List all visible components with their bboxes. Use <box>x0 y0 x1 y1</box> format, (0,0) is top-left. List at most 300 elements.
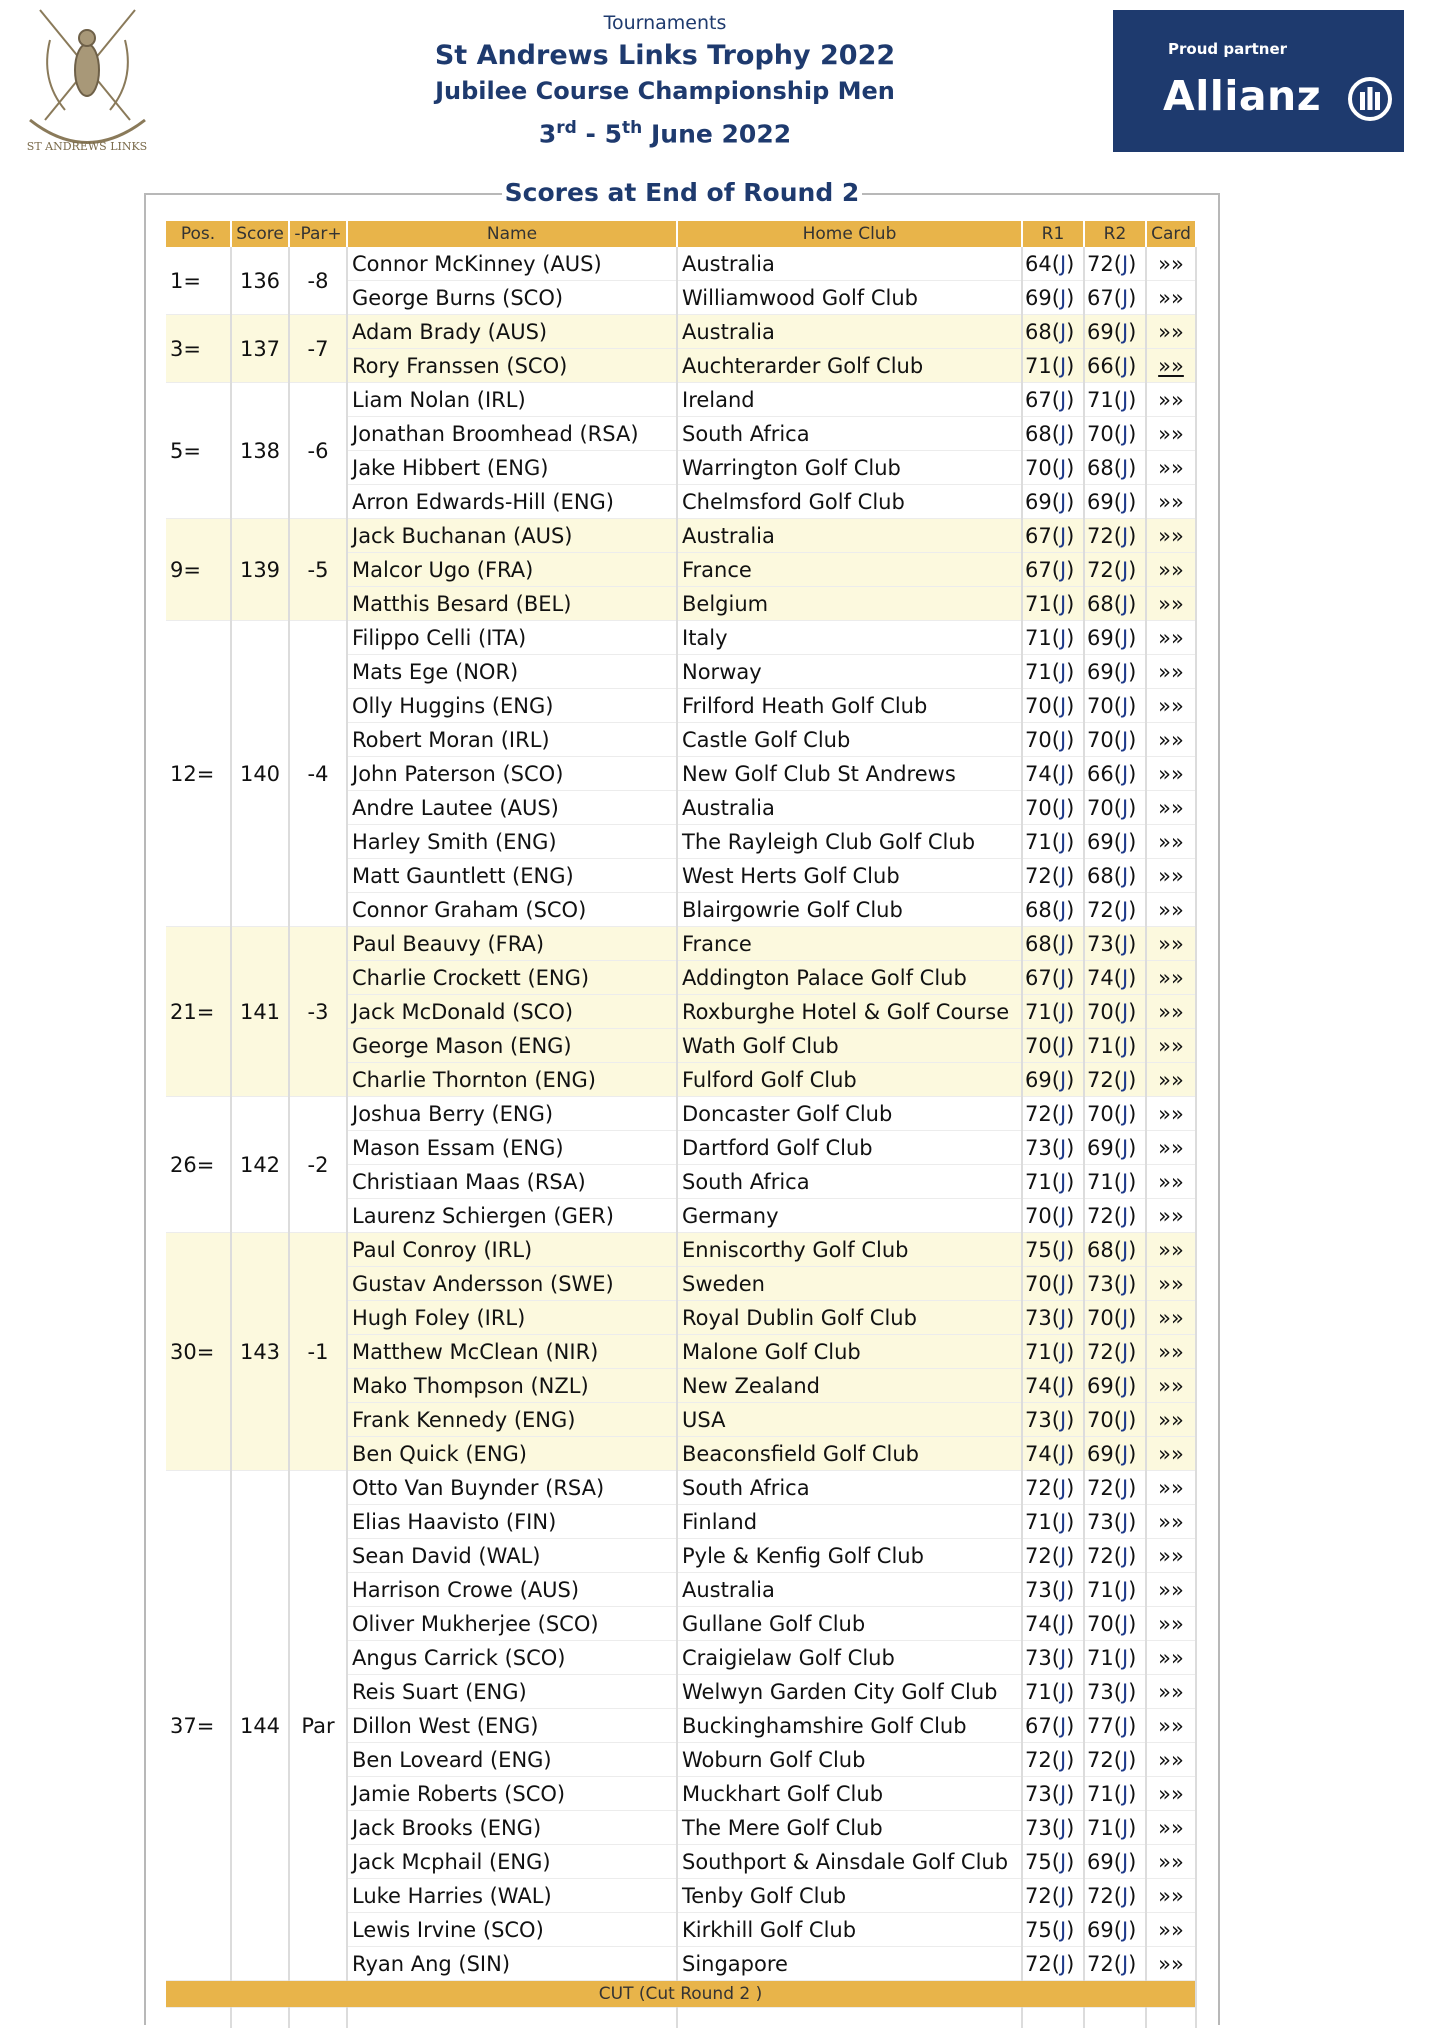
scorecard-link[interactable]: »» <box>1158 422 1184 446</box>
r2-strokes: 72 <box>1087 252 1114 276</box>
col-par: -Par+ <box>289 221 347 247</box>
scorecard-link[interactable]: »» <box>1158 1544 1184 1568</box>
r1-strokes: 68 <box>1025 422 1052 446</box>
scorecard-link[interactable]: »» <box>1158 1748 1184 1772</box>
course-code-link[interactable]: J <box>1060 1102 1066 1126</box>
total-score-cell: 143 <box>231 1233 289 1471</box>
r2-score: 68(J) <box>1084 451 1146 485</box>
r2-strokes: 69 <box>1087 830 1114 854</box>
course-code-link[interactable]: J <box>1122 1408 1128 1432</box>
scorecard-link[interactable]: »» <box>1158 490 1184 514</box>
r1-score: 73(J) <box>1022 1131 1084 1165</box>
r1-score: 72(J) <box>1022 1471 1084 1505</box>
course-code-link[interactable]: J <box>1060 1136 1066 1160</box>
course-code-link[interactable]: J <box>1060 1476 1066 1500</box>
scorecard-link[interactable]: »» <box>1158 1102 1184 1126</box>
scorecard-link[interactable]: »» <box>1158 1204 1184 1228</box>
course-code-link[interactable]: J <box>1122 252 1128 276</box>
course-code-link[interactable]: J <box>1122 1374 1128 1398</box>
table-row <box>166 1471 1196 1505</box>
home-club: The Mere Golf Club <box>677 1811 1022 1845</box>
course-code-link[interactable]: J <box>1060 762 1066 786</box>
course-code-link[interactable]: J <box>1122 1850 1128 1874</box>
scorecard-link[interactable]: »» <box>1158 1374 1184 1398</box>
scorecard-link[interactable]: »» <box>1158 286 1184 310</box>
r1-strokes: 64 <box>1025 252 1052 276</box>
home-club: Ireland <box>677 383 1022 417</box>
scorecard-cell <box>1146 1335 1196 1369</box>
r1-score: 70(J) <box>1022 791 1084 825</box>
course-code-link[interactable]: J <box>1122 1578 1128 1602</box>
scorecard-link[interactable]: »» <box>1158 1884 1184 1908</box>
player-name: Adam Brady (AUS) <box>347 315 677 349</box>
scores-panel <box>144 193 1220 2025</box>
position-cell: 21= <box>166 927 231 1097</box>
course-code-link[interactable]: J <box>1060 1238 1066 1262</box>
course-code-link[interactable]: J <box>1122 1238 1128 1262</box>
home-club: Castle Golf Club <box>677 723 1022 757</box>
course-code-link[interactable]: J <box>1122 422 1128 446</box>
home-club: New Golf Club St Andrews <box>677 757 1022 791</box>
player-name: Malcor Ugo (FRA) <box>347 553 677 587</box>
course-code-link[interactable]: J <box>1122 1646 1128 1670</box>
total-score-cell: 138 <box>231 383 289 519</box>
r1-score: 67(J) <box>1022 519 1084 553</box>
r1-score: 73(J) <box>1022 1777 1084 1811</box>
course-code-link[interactable]: J <box>1060 1544 1066 1568</box>
scorecard-link[interactable]: »» <box>1158 1850 1184 1874</box>
course-code-link[interactable]: J <box>1060 1850 1066 1874</box>
r1-strokes: 71 <box>1025 660 1052 684</box>
scorecard-cell <box>1146 859 1196 893</box>
course-code-link[interactable]: J <box>1060 864 1066 888</box>
course-code-link[interactable]: J <box>1122 728 1128 752</box>
course-code-link[interactable]: J <box>1122 1612 1128 1636</box>
total-score-cell: 137 <box>231 315 289 383</box>
home-club: Finland <box>677 1505 1022 1539</box>
position-cell: 12= <box>166 621 231 927</box>
course-code-link[interactable]: J <box>1122 1102 1128 1126</box>
home-club: Australia <box>677 247 1022 281</box>
r1-strokes: 72 <box>1025 1748 1052 1772</box>
r2-score: 69(J) <box>1084 485 1146 519</box>
cut-line-row <box>166 1981 1196 2008</box>
scorecard-link[interactable]: »» <box>1158 1272 1184 1296</box>
r2-strokes: 71 <box>1087 1034 1114 1058</box>
course-code-link[interactable]: J <box>1060 1918 1066 1942</box>
total-score-cell: 142 <box>231 1097 289 1233</box>
position-cell: 5= <box>166 383 231 519</box>
course-code-link[interactable]: J <box>1122 966 1128 990</box>
col-home-club: Home Club <box>677 221 1022 247</box>
course-code-link[interactable]: J <box>1060 796 1066 820</box>
course-code-link[interactable]: J <box>1122 1272 1128 1296</box>
course-code-link[interactable]: J <box>1122 1034 1128 1058</box>
to-par-cell: Par <box>289 1471 347 1981</box>
course-code-link[interactable]: J <box>1122 1476 1128 1500</box>
player-name: Rory Franssen (SCO) <box>347 349 677 383</box>
scorecard-link[interactable]: »» <box>1158 252 1184 276</box>
course-code-link[interactable]: J <box>1060 354 1066 378</box>
scorecard-cell <box>1146 1403 1196 1437</box>
course-code-link[interactable]: J <box>1060 456 1066 480</box>
r1-score: 72(J) <box>1022 859 1084 893</box>
home-club: Italy <box>677 621 1022 655</box>
r2-score: 70(J) <box>1084 1607 1146 1641</box>
scorecard-link[interactable]: »» <box>1158 1170 1184 1194</box>
position-cell: 37= <box>166 1471 231 1981</box>
course-code-link[interactable]: J <box>1060 1816 1066 1840</box>
tournament-dates: 3rd - 5th June 2022 <box>360 108 970 154</box>
course-code-link[interactable]: J <box>1060 490 1066 514</box>
course-code-link[interactable]: J <box>1060 694 1066 718</box>
player-name: Filippo Celli (ITA) <box>347 621 677 655</box>
r2-score: 73(J) <box>1084 1267 1146 1301</box>
course-code-link[interactable]: J <box>1122 1918 1128 1942</box>
scorecard-link[interactable]: »» <box>1158 1816 1184 1840</box>
scorecard-link[interactable]: »» <box>1158 898 1184 922</box>
r2-strokes: 71 <box>1087 1646 1114 1670</box>
scorecard-cell <box>1146 621 1196 655</box>
course-code-link[interactable]: J <box>1122 1340 1128 1364</box>
player-name: Jack McDonald (SCO) <box>347 995 677 1029</box>
course-code-link[interactable]: J <box>1122 1204 1128 1228</box>
course-code-link[interactable]: J <box>1122 1544 1128 1568</box>
course-code-link[interactable]: J <box>1060 592 1066 616</box>
page-subtitle: Jubilee Course Championship Men <box>360 74 970 108</box>
player-name: Laurenz Schiergen (GER) <box>347 1199 677 1233</box>
course-code-link[interactable]: J <box>1122 592 1128 616</box>
course-code-link[interactable]: J <box>1060 1272 1066 1296</box>
course-code-link[interactable]: J <box>1060 830 1066 854</box>
course-code-link[interactable]: J <box>1122 1068 1128 1092</box>
table-row <box>166 1097 1196 1131</box>
scorecard-link[interactable]: »» <box>1158 694 1184 718</box>
scorecard-cell <box>1146 247 1196 281</box>
r1-score: 69(J) <box>1022 1063 1084 1097</box>
r1-strokes: 67 <box>1025 558 1052 582</box>
course-code-link[interactable]: J <box>1122 762 1128 786</box>
home-club: Blairgowrie Golf Club <box>677 893 1022 927</box>
breadcrumb-tournaments[interactable]: Tournaments <box>360 12 970 34</box>
scorecard-link[interactable]: »» <box>1158 932 1184 956</box>
player-name: John Paterson (SCO) <box>347 757 677 791</box>
total-score-cell: 136 <box>231 247 289 315</box>
r1-score: 71(J) <box>1022 1505 1084 1539</box>
r2-score: 73(J) <box>1084 1675 1146 1709</box>
scorecard-link[interactable]: »» <box>1158 1782 1184 1806</box>
scorecard-link[interactable]: »» <box>1158 592 1184 616</box>
course-code-link[interactable]: J <box>1060 286 1066 310</box>
course-code-link[interactable]: J <box>1122 830 1128 854</box>
player-name: Matt Gauntlett (ENG) <box>347 859 677 893</box>
scorecard-link[interactable]: »» <box>1158 1068 1184 1092</box>
r1-score: 67(J) <box>1022 961 1084 995</box>
course-code-link[interactable]: J <box>1122 524 1128 548</box>
course-code-link[interactable]: J <box>1122 626 1128 650</box>
partner-tagline: Proud partner <box>1168 40 1287 58</box>
r2-strokes: 71 <box>1087 1782 1114 1806</box>
course-code-link[interactable]: J <box>1122 1816 1128 1840</box>
scorecard-link[interactable]: »» <box>1158 1714 1184 1738</box>
r1-strokes: 67 <box>1025 524 1052 548</box>
course-code-link[interactable]: J <box>1060 422 1066 446</box>
home-club: Muckhart Golf Club <box>677 1777 1022 1811</box>
r1-score: 70(J) <box>1022 1199 1084 1233</box>
r1-strokes: 67 <box>1025 388 1052 412</box>
course-code-link[interactable]: J <box>1060 1782 1066 1806</box>
scorecard-link[interactable]: »» <box>1158 388 1184 412</box>
player-name: George Mason (ENG) <box>347 1029 677 1063</box>
scorecard-link[interactable]: »» <box>1158 1442 1184 1466</box>
r2-strokes: 69 <box>1087 1918 1114 1942</box>
course-code-link[interactable]: J <box>1060 388 1066 412</box>
r2-strokes: 70 <box>1087 1612 1114 1636</box>
course-code-link[interactable]: J <box>1122 660 1128 684</box>
player-name: Matthis Besard (BEL) <box>347 587 677 621</box>
home-club: Beaconsfield Golf Club <box>677 1437 1022 1471</box>
r2-score: 69(J) <box>1084 655 1146 689</box>
home-club: France <box>677 553 1022 587</box>
course-code-link[interactable]: J <box>1060 1306 1066 1330</box>
scorecard-link[interactable]: »» <box>1158 1136 1184 1160</box>
course-code-link[interactable]: J <box>1122 1136 1128 1160</box>
r2-score: 72(J) <box>1084 1947 1146 1981</box>
course-code-link[interactable]: J <box>1060 1170 1066 1194</box>
course-code-link[interactable]: J <box>1122 456 1128 480</box>
course-code-link[interactable]: J <box>1060 252 1066 276</box>
scorecard-cell <box>1146 451 1196 485</box>
course-code-link[interactable]: J <box>1060 1374 1066 1398</box>
scorecard-cell <box>1146 655 1196 689</box>
r2-strokes: 67 <box>1087 286 1114 310</box>
r2-score: 72(J) <box>1084 1199 1146 1233</box>
scorecard-link[interactable]: »» <box>1158 1000 1184 1024</box>
scorecard-link[interactable]: »» <box>1158 1680 1184 1704</box>
course-code-link[interactable]: J <box>1060 626 1066 650</box>
r1-strokes: 72 <box>1025 1544 1052 1568</box>
r2-score: 72(J) <box>1084 519 1146 553</box>
scorecard-link[interactable]: »» <box>1158 762 1184 786</box>
to-par-cell: -4 <box>289 621 347 927</box>
r2-strokes: 71 <box>1087 1170 1114 1194</box>
player-name: Elias Haavisto (FIN) <box>347 1505 677 1539</box>
scorecard-link[interactable]: »» <box>1158 1646 1184 1670</box>
course-code-link[interactable]: J <box>1060 1578 1066 1602</box>
home-club: Gullane Golf Club <box>677 1607 1022 1641</box>
scorecard-cell <box>1146 893 1196 927</box>
position-cell: 26= <box>166 1097 231 1233</box>
player-name: Lewis Irvine (SCO) <box>347 1913 677 1947</box>
course-code-link[interactable]: J <box>1060 1952 1066 1976</box>
course-code-link[interactable]: J <box>1060 1000 1066 1024</box>
course-code-link[interactable]: J <box>1122 1170 1128 1194</box>
scorecard-link[interactable]: »» <box>1158 864 1184 888</box>
home-club: South Africa <box>677 1165 1022 1199</box>
course-code-link[interactable]: J <box>1122 694 1128 718</box>
r1-strokes: 73 <box>1025 1136 1052 1160</box>
scorecard-link[interactable]: »» <box>1158 728 1184 752</box>
course-code-link[interactable]: J <box>1122 864 1128 888</box>
scorecard-link[interactable]: »» <box>1158 1510 1184 1534</box>
scorecard-link[interactable]: »» <box>1158 626 1184 650</box>
course-code-link[interactable]: J <box>1122 1714 1128 1738</box>
scorecard-link[interactable]: »» <box>1158 1952 1184 1976</box>
course-code-link[interactable]: J <box>1060 660 1066 684</box>
scorecard-cell <box>1146 1369 1196 1403</box>
scorecard-link[interactable]: »» <box>1158 1408 1184 1432</box>
player-name: Liam Nolan (IRL) <box>347 383 677 417</box>
r2-strokes: 73 <box>1087 1272 1114 1296</box>
r1-score: 74(J) <box>1022 1437 1084 1471</box>
course-code-link[interactable]: J <box>1122 1680 1128 1704</box>
course-code-link[interactable]: J <box>1060 1680 1066 1704</box>
course-code-link[interactable]: J <box>1122 796 1128 820</box>
home-club: Kirkhill Golf Club <box>677 1913 1022 1947</box>
r1-strokes: 71 <box>1025 626 1052 650</box>
home-club: Frilford Heath Golf Club <box>677 689 1022 723</box>
course-code-link[interactable]: J <box>1060 1204 1066 1228</box>
scorecard-link[interactable]: »» <box>1158 456 1184 480</box>
course-code-link[interactable]: J <box>1122 388 1128 412</box>
course-code-link[interactable]: J <box>1122 558 1128 582</box>
course-code-link[interactable]: J <box>1060 1510 1066 1534</box>
r1-strokes: 70 <box>1025 456 1052 480</box>
course-code-link[interactable]: J <box>1060 1714 1066 1738</box>
course-code-link[interactable]: J <box>1122 286 1128 310</box>
scorecard-link[interactable]: »» <box>1158 1918 1184 1942</box>
course-code-link[interactable]: J <box>1122 1782 1128 1806</box>
course-code-link[interactable]: J <box>1060 898 1066 922</box>
course-code-link[interactable]: J <box>1122 320 1128 344</box>
player-name: Jack Buchanan (AUS) <box>347 519 677 553</box>
course-code-link[interactable]: J <box>1060 558 1066 582</box>
course-code-link[interactable]: J <box>1060 1340 1066 1364</box>
course-code-link[interactable]: J <box>1060 1034 1066 1058</box>
scorecard-link[interactable]: »» <box>1158 830 1184 854</box>
r2-strokes: 72 <box>1087 1340 1114 1364</box>
home-club: Addington Palace Golf Club <box>677 961 1022 995</box>
r2-score: 70(J) <box>1084 1301 1146 1335</box>
home-club: Malone Golf Club <box>677 1335 1022 1369</box>
course-code-link[interactable]: J <box>1122 1748 1128 1772</box>
home-club: Australia <box>677 791 1022 825</box>
scorecard-cell <box>1146 519 1196 553</box>
r2-score: 70(J) <box>1084 723 1146 757</box>
scorecard-link[interactable]: »» <box>1158 660 1184 684</box>
course-code-link[interactable]: J <box>1060 1612 1066 1636</box>
course-code-link[interactable]: J <box>1060 1748 1066 1772</box>
r1-strokes: 69 <box>1025 286 1052 310</box>
r2-strokes: 74 <box>1087 966 1114 990</box>
course-code-link[interactable]: J <box>1122 932 1128 956</box>
course-code-link[interactable]: J <box>1122 1952 1128 1976</box>
r2-strokes: 66 <box>1087 354 1114 378</box>
r1-strokes: 70 <box>1025 1272 1052 1296</box>
course-code-link[interactable]: J <box>1122 1306 1128 1330</box>
r1-strokes: 72 <box>1025 1476 1052 1500</box>
player-name: Jamie Roberts (SCO) <box>347 1777 677 1811</box>
course-code-link[interactable]: J <box>1060 1442 1066 1466</box>
scorecard-cell <box>1146 995 1196 1029</box>
r2-strokes: 66 <box>1087 762 1114 786</box>
course-code-link[interactable]: J <box>1060 320 1066 344</box>
r2-strokes: 69 <box>1087 1850 1114 1874</box>
r2-score: 71(J) <box>1084 1641 1146 1675</box>
r1-strokes: 73 <box>1025 1816 1052 1840</box>
course-code-link[interactable]: J <box>1060 1884 1066 1908</box>
r1-strokes: 68 <box>1025 320 1052 344</box>
course-code-link[interactable]: J <box>1060 728 1066 752</box>
r1-strokes: 68 <box>1025 932 1052 956</box>
scorecard-link[interactable]: »» <box>1158 1612 1184 1636</box>
scorecard-link[interactable]: »» <box>1158 966 1184 990</box>
scorecard-link[interactable]: »» <box>1158 796 1184 820</box>
r1-score: 72(J) <box>1022 1097 1084 1131</box>
course-code-link[interactable]: J <box>1122 1884 1128 1908</box>
r1-strokes: 72 <box>1025 864 1052 888</box>
r1-score: 71(J) <box>1022 1165 1084 1199</box>
course-code-link[interactable]: J <box>1060 1646 1066 1670</box>
scorecard-link[interactable]: »» <box>1158 1578 1184 1602</box>
allianz-partner-banner[interactable] <box>1113 10 1404 152</box>
scorecard-link[interactable]: »» <box>1158 1340 1184 1364</box>
r1-strokes: 75 <box>1025 1238 1052 1262</box>
course-code-link[interactable]: J <box>1122 898 1128 922</box>
r1-strokes: 75 <box>1025 1850 1052 1874</box>
scorecard-link[interactable]: »» <box>1158 524 1184 548</box>
course-code-link[interactable]: J <box>1060 966 1066 990</box>
course-code-link[interactable]: J <box>1122 1510 1128 1534</box>
scorecard-link[interactable]: »» <box>1158 1306 1184 1330</box>
empty-cell <box>289 2008 347 2028</box>
course-code-link[interactable]: J <box>1060 1068 1066 1092</box>
scorecard-link[interactable]: »» <box>1158 1034 1184 1058</box>
scorecard-cell <box>1146 1573 1196 1607</box>
r1-score: 75(J) <box>1022 1233 1084 1267</box>
r1-score: 68(J) <box>1022 893 1084 927</box>
r1-score: 75(J) <box>1022 1913 1084 1947</box>
r2-score: 71(J) <box>1084 1165 1146 1199</box>
scorecard-cell <box>1146 1675 1196 1709</box>
scorecard-link[interactable]: »» <box>1158 1476 1184 1500</box>
r2-strokes: 68 <box>1087 592 1114 616</box>
r2-score: 71(J) <box>1084 1811 1146 1845</box>
scorecard-cell <box>1146 281 1196 315</box>
scorecard-link[interactable]: »» <box>1158 354 1184 378</box>
r2-score: 72(J) <box>1084 247 1146 281</box>
scorecard-link[interactable]: »» <box>1158 320 1184 344</box>
player-name: Mats Ege (NOR) <box>347 655 677 689</box>
r2-strokes: 72 <box>1087 1544 1114 1568</box>
course-code-link[interactable]: J <box>1122 1442 1128 1466</box>
player-name: George Burns (SCO) <box>347 281 677 315</box>
page-title: St Andrews Links Trophy 2022 <box>360 38 970 74</box>
scorecard-link[interactable]: »» <box>1158 1238 1184 1262</box>
home-club: Tenby Golf Club <box>677 1879 1022 1913</box>
r1-strokes: 70 <box>1025 694 1052 718</box>
r2-score: 68(J) <box>1084 859 1146 893</box>
scorecard-link[interactable]: »» <box>1158 558 1184 582</box>
course-code-link[interactable]: J <box>1122 490 1128 514</box>
course-code-link[interactable]: J <box>1060 524 1066 548</box>
course-code-link[interactable]: J <box>1122 354 1128 378</box>
course-code-link[interactable]: J <box>1060 932 1066 956</box>
course-code-link[interactable]: J <box>1122 1000 1128 1024</box>
r2-strokes: 68 <box>1087 456 1114 480</box>
r2-score: 69(J) <box>1084 1913 1146 1947</box>
course-code-link[interactable]: J <box>1060 1408 1066 1432</box>
